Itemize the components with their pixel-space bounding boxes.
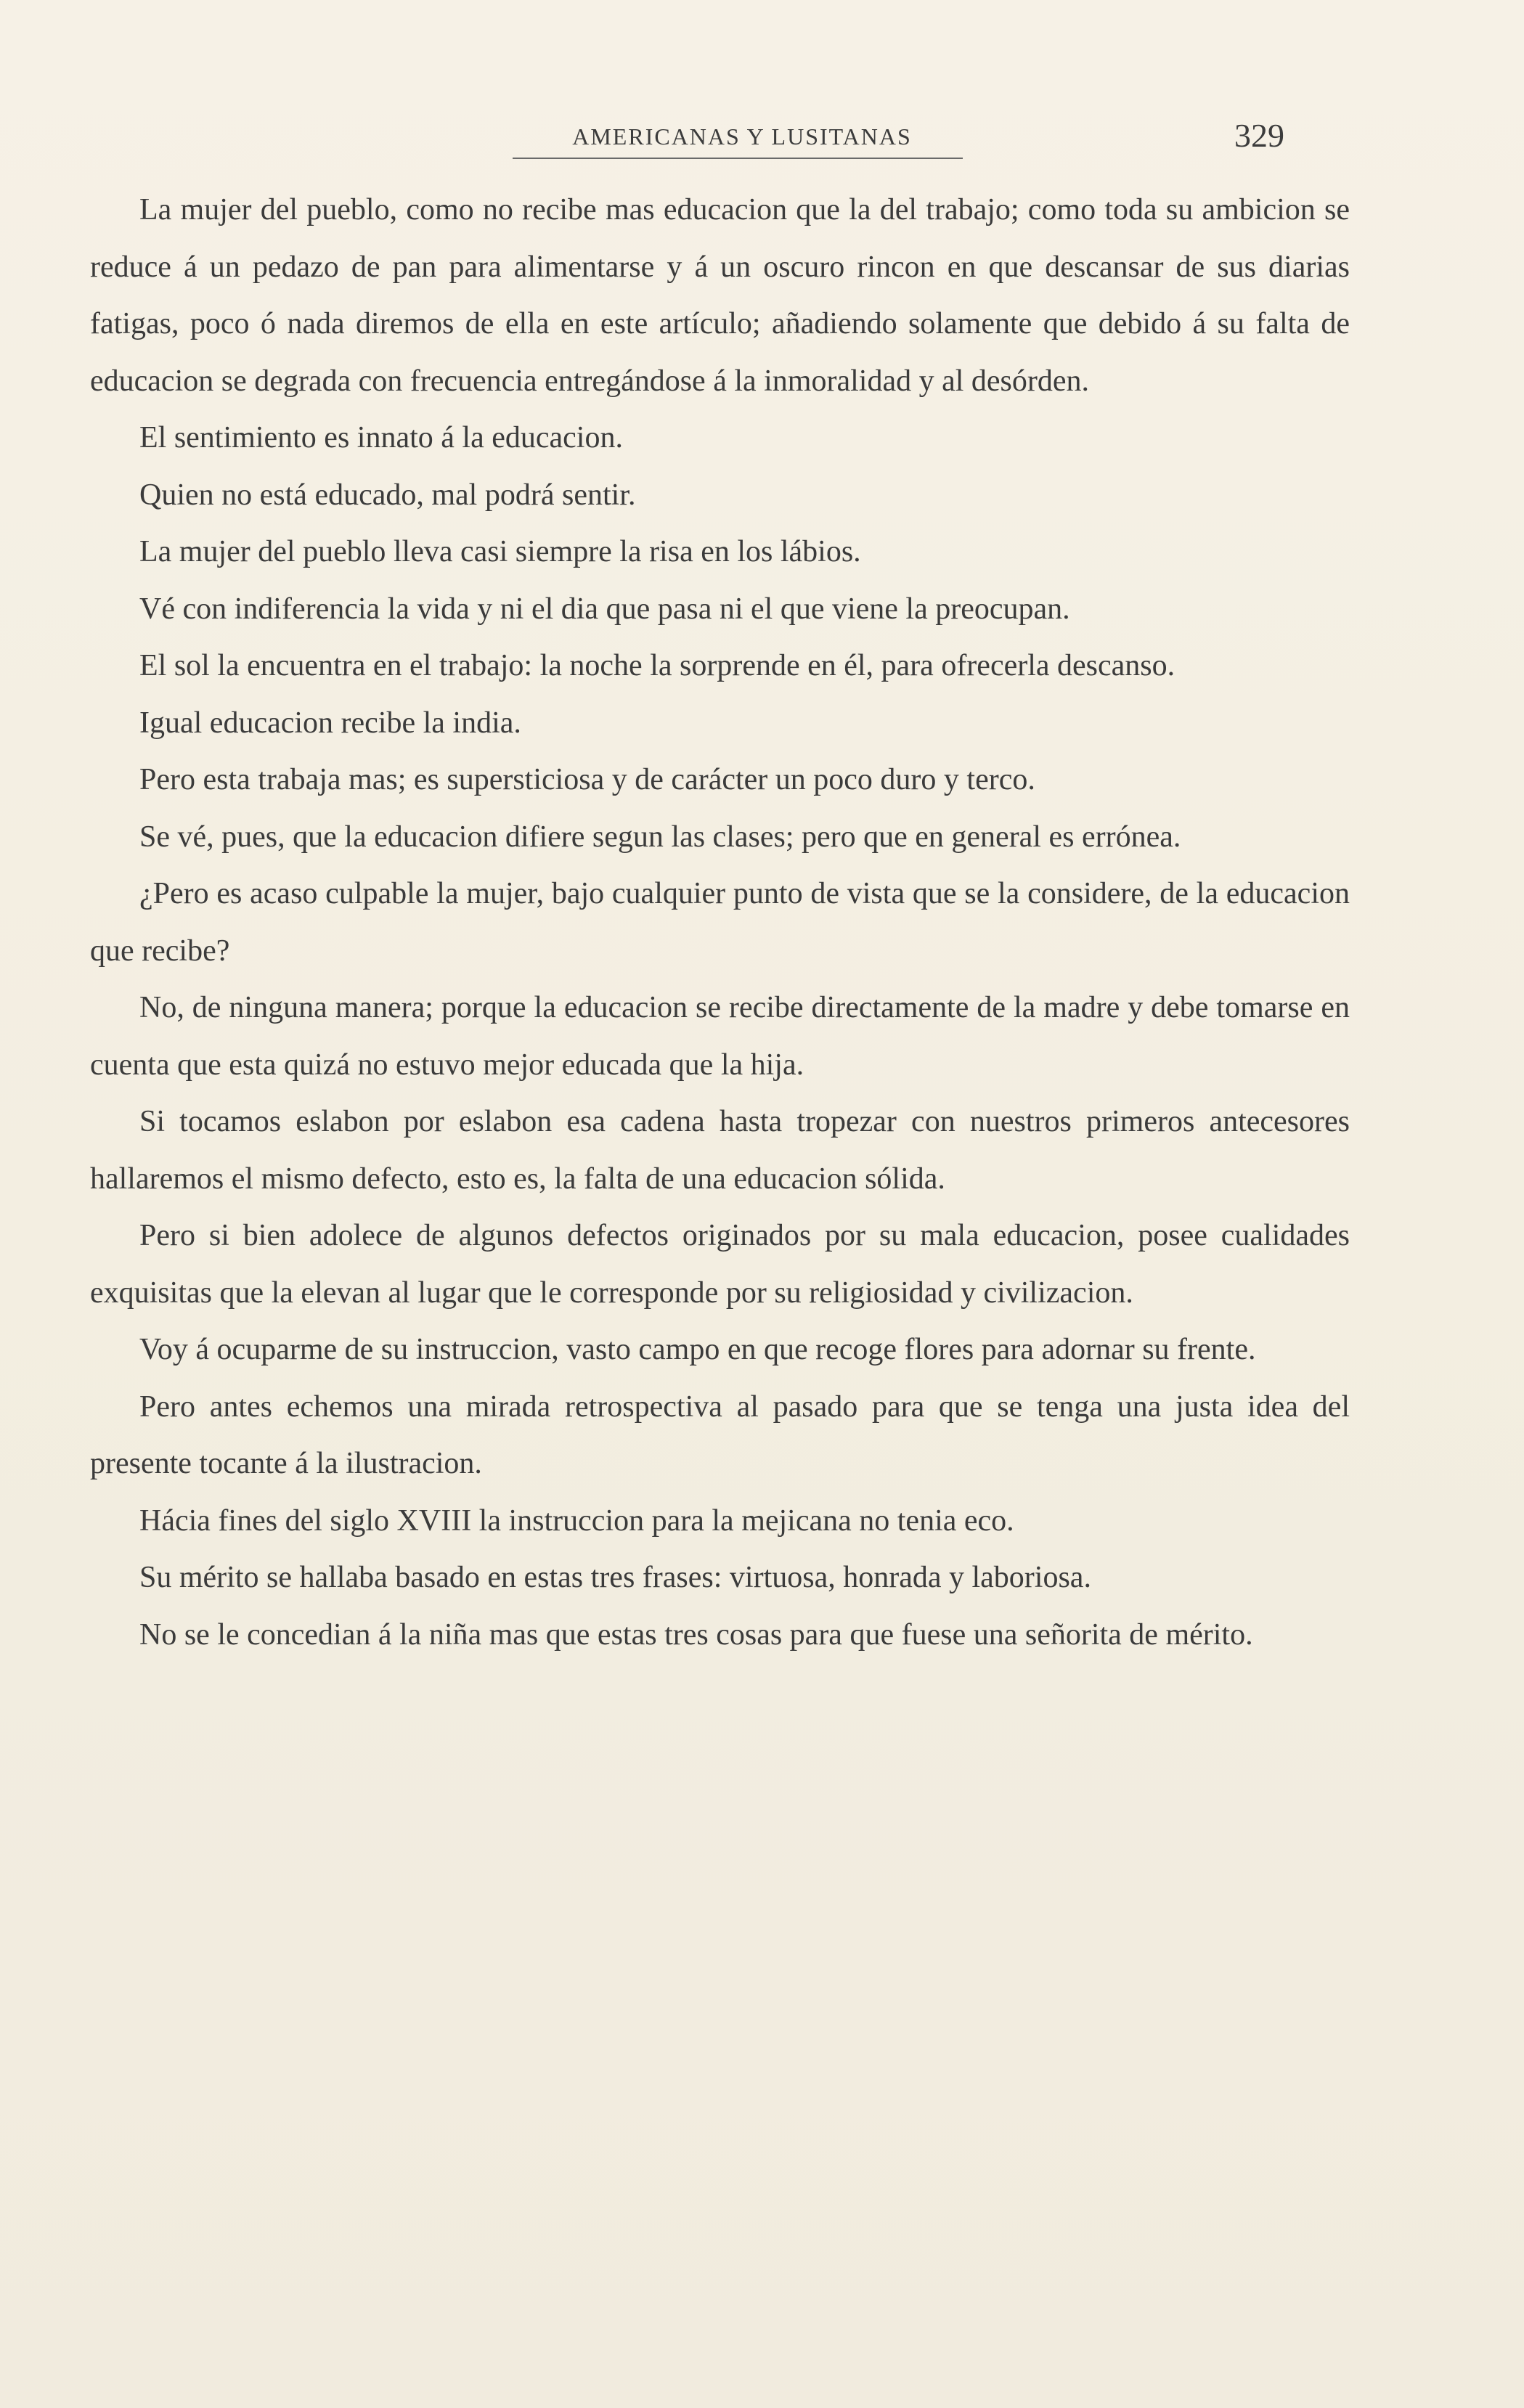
- paragraph: Vé con indiferencia la vida y ni el dia que pasa ni el que viene la preocupan.: [139, 592, 1070, 626]
- paragraph: No se le concedian á la niña mas que estas tres cosas para que fuese una señorita de mérito.: [139, 1617, 1253, 1652]
- paragraph: La mujer del pueblo lleva casi siempre la risa en los lábios.: [139, 535, 861, 568]
- paragraph: ¿Pero es acaso culpable la mujer, bajo cualquier punto de vista que se la considere, de la educacion que recibe?: [90, 877, 1350, 968]
- header-rule: [513, 158, 963, 159]
- paragraph: La mujer del pueblo, como no recibe mas educacion que la del trabajo; como toda su ambicion se reduce á un pedazo de pan para alimentarse y á un oscuro rincon en que descansar de sus diarias fatigas, poco ó nada diremos de ella en este artículo; añadiendo solamente que debido á su falta de educacion se degrada con frecuencia entregándose á la inmoralidad y al desórden.: [90, 193, 1350, 398]
- paragraph: El sol la encuentra en el trabajo: la noche la sorprende en él, para ofrecerla descanso.: [139, 649, 1175, 682]
- paragraph: Voy á ocuparme de su instruccion, vasto campo en que recoge flores para adornar su frente.: [139, 1333, 1256, 1366]
- body-text: [90, 181, 1350, 1663]
- paragraph: Pero esta trabaja mas; es supersticiosa y de carácter un poco duro y terco.: [139, 763, 1035, 796]
- paragraph: Hácia fines del siglo XVIII la instruccion para la mejicana no tenia eco.: [139, 1503, 1014, 1538]
- paragraph: Pero antes echemos una mirada retrospectiva al pasado para que se tenga una justa idea del presente tocante á la ilustracion.: [90, 1389, 1350, 1480]
- running-title: AMERICANAS Y LUSITANAS: [572, 123, 912, 150]
- paragraph: Si tocamos eslabon por eslabon esa cadena hasta tropezar con nuestros primeros antecesores hallaremos el mismo defecto, esto es, la falta de una educacion sólida.: [90, 1105, 1350, 1196]
- paragraph: Pero si bien adolece de algunos defectos originados por su mala educacion, posee cualidades exquisitas que la elevan al lugar que le corresponde por su religiosidad y civilizacion.: [90, 1219, 1350, 1310]
- paragraph: Su mérito se hallaba basado en estas tres frases: virtuosa, honrada y laboriosa.: [139, 1561, 1091, 1594]
- paragraph: Igual educacion recibe la india.: [139, 706, 521, 740]
- running-head: [0, 116, 1524, 160]
- paragraph: No, de ninguna manera; porque la educacion se recibe directamente de la madre y debe tomarse en cuenta que esta quizá no estuvo mejor educada que la hija.: [90, 991, 1350, 1082]
- paragraph: El sentimiento es innato á la educacion.: [139, 421, 623, 454]
- paragraph: Se vé, pues, que la educacion difiere segun las clases; pero que en general es errónea.: [139, 820, 1181, 854]
- page-number: 329: [1234, 117, 1284, 154]
- paragraph: Quien no está educado, mal podrá sentir.: [139, 478, 636, 512]
